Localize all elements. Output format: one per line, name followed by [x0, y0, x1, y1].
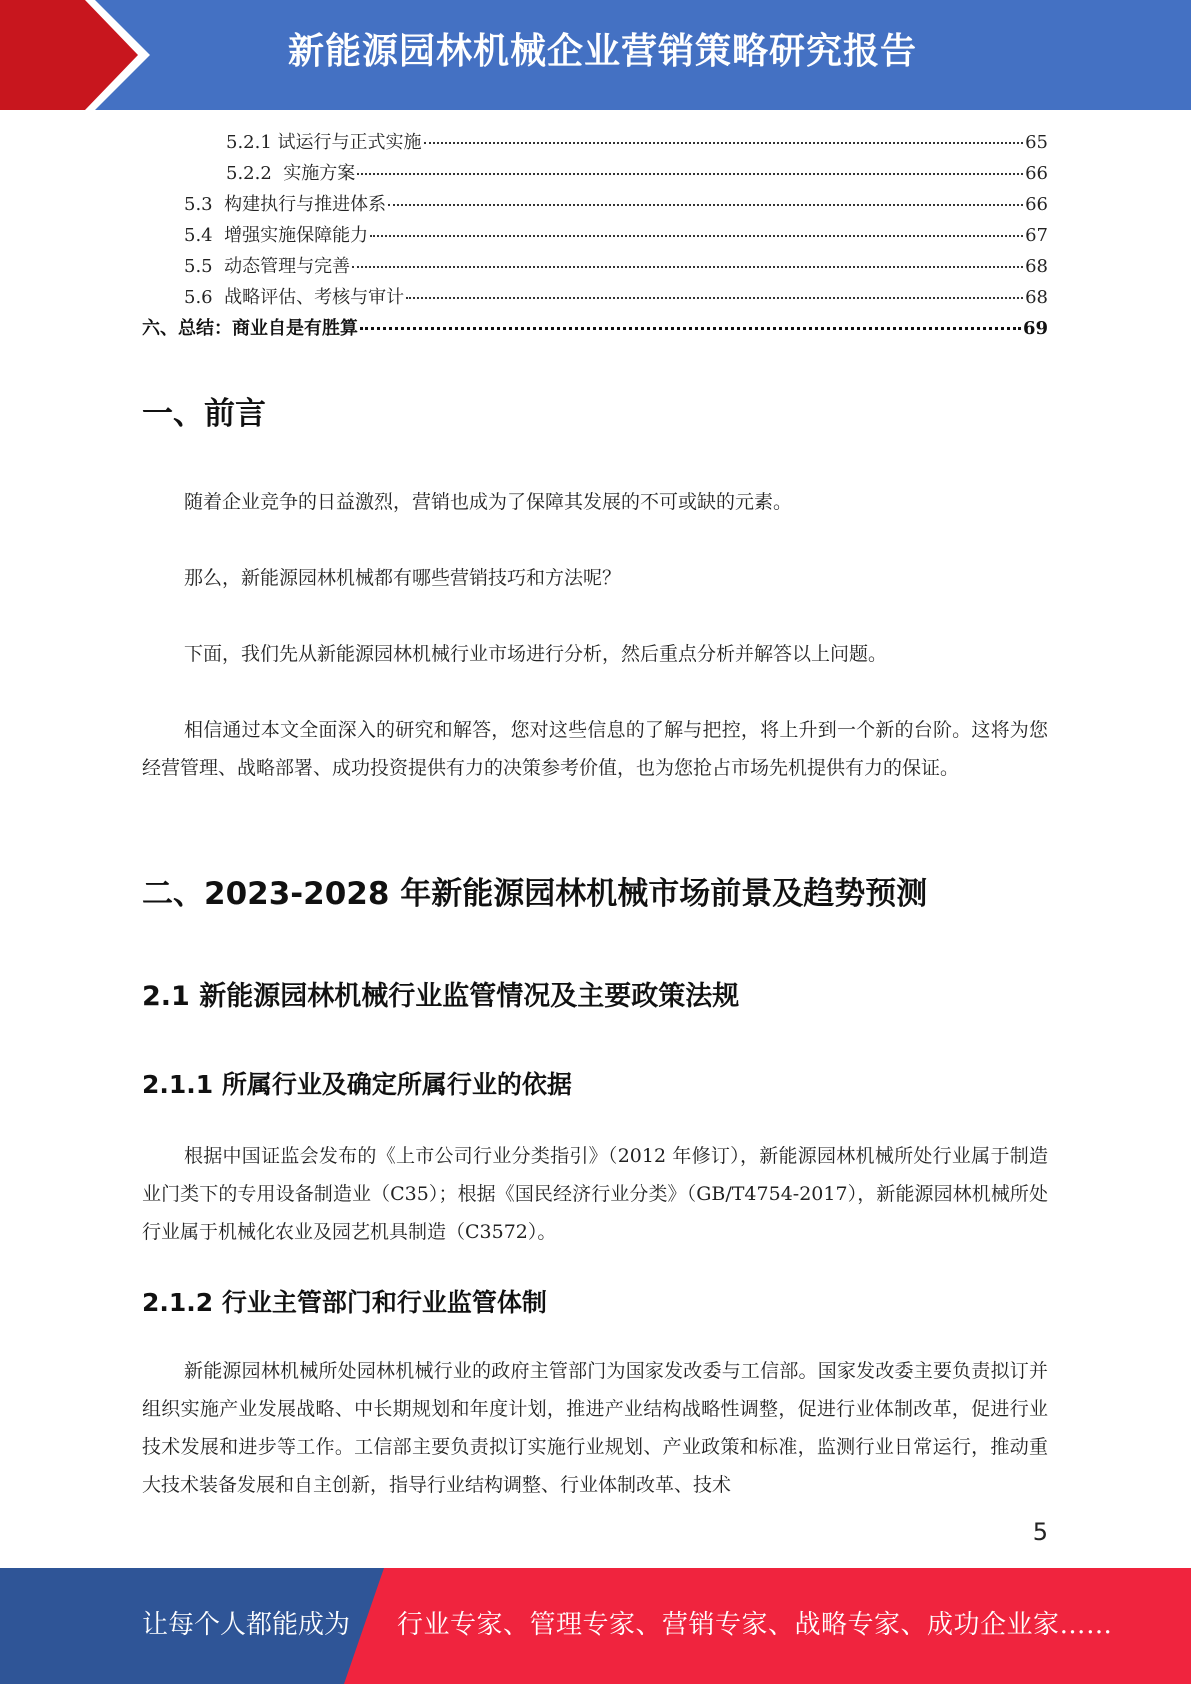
- section-heading-forecast: 二、2023-2028 年新能源园林机械市场前景及趋势预测: [142, 876, 928, 912]
- toc-item-page: 69: [1022, 318, 1048, 339]
- subsection-heading: 2.1 新能源园林机械行业监管情况及主要政策法规: [142, 981, 740, 1012]
- toc-item-page: 67: [1025, 225, 1048, 246]
- section-heading-preface: 一、前言: [142, 396, 266, 432]
- toc-item-label: 5.2.1 试运行与正式实施: [226, 132, 422, 153]
- toc-item[interactable]: [142, 221, 1048, 252]
- toc-item[interactable]: [142, 190, 1048, 221]
- toc-item-page: 68: [1025, 256, 1048, 277]
- paragraph: 下面，我们先从新能源园林机械行业市场进行分析，然后重点分析并解答以上问题。: [184, 643, 888, 665]
- toc-item[interactable]: [142, 252, 1048, 283]
- table-of-contents: [142, 128, 1048, 345]
- toc-item-page: 68: [1025, 287, 1048, 308]
- toc-item[interactable]: [142, 283, 1048, 314]
- paragraph: 那么，新能源园林机械都有哪些营销技巧和方法呢？: [184, 567, 622, 589]
- toc-item-label: 5.3 构建执行与推进体系: [184, 194, 387, 215]
- footer-slogan-right: 行业专家、管理专家、营销专家、战略专家、成功企业家……: [397, 1610, 1113, 1640]
- toc-item-label: 5.4 增强实施保障能力: [184, 225, 369, 246]
- page-number: 5: [1032, 1518, 1048, 1546]
- report-title: 新能源园林机械企业营销策略研究报告: [287, 31, 917, 72]
- toc-item-label: 六、总结：商业自是有胜算: [142, 318, 358, 339]
- toc-leader-dots: [406, 297, 1023, 299]
- toc-item-label: 5.6 战略评估、考核与审计: [184, 287, 405, 308]
- toc-leader-dots: [424, 142, 1024, 144]
- paragraph: 新能源园林机械所处园林机械行业的政府主管部门为国家发改委与工信部。国家发改委主要负责拟订并组织实施产业发展战略、中长期规划和年度计划，推进产业结构战略性调整，促进行业体制改革，促进行业技术发展和进步等工作。工信部主要负责拟订实施行业规划、产业政策和标准，监测行业日常运行，推动重大技术装备发展和自主创新，指导行业结构调整、行业体制改革、技术: [142, 1360, 1048, 1496]
- toc-item-label: 5.5 动态管理与完善: [184, 256, 351, 277]
- toc-leader-dots: [357, 173, 1023, 175]
- subsection-heading: 2.1.1 所属行业及确定所属行业的依据: [142, 1070, 572, 1099]
- subsection-heading: 2.1.2 行业主管部门和行业监管体制: [142, 1288, 547, 1317]
- toc-leader-dots: [370, 235, 1023, 237]
- toc-leader-dots: [360, 327, 1021, 330]
- toc-item[interactable]: [142, 128, 1048, 159]
- toc-leader-dots: [352, 266, 1023, 268]
- footer-slogan-left: 让每个人都能成为: [142, 1610, 351, 1640]
- toc-item-page: 66: [1025, 194, 1048, 215]
- paragraph: 相信通过本文全面深入的研究和解答，您对这些信息的了解与把控，将上升到一个新的台阶。这将为您经营管理、战略部署、成功投资提供有力的决策参考价值，也为您抢占市场先机提供有力的保证。: [142, 719, 1048, 779]
- toc-item-label: 5.2.2 实施方案: [226, 163, 356, 184]
- paragraph: 根据中国证监会发布的《上市公司行业分类指引》（2012 年修订），新能源园林机械所处行业属于制造业门类下的专用设备制造业（C35）；根据《国民经济行业分类》（GB/T4754-2017），新能源园林机械所处行业属于机械化农业及园艺机具制造（C3572）。: [142, 1145, 1048, 1243]
- toc-item-page: 66: [1025, 163, 1048, 184]
- toc-item-page: 65: [1025, 132, 1048, 153]
- paragraph: 随着企业竞争的日益激烈，营销也成为了保障其发展的不可或缺的元素。: [184, 491, 793, 513]
- toc-leader-dots: [388, 204, 1023, 206]
- toc-item[interactable]: [142, 314, 1048, 345]
- toc-item[interactable]: [142, 159, 1048, 190]
